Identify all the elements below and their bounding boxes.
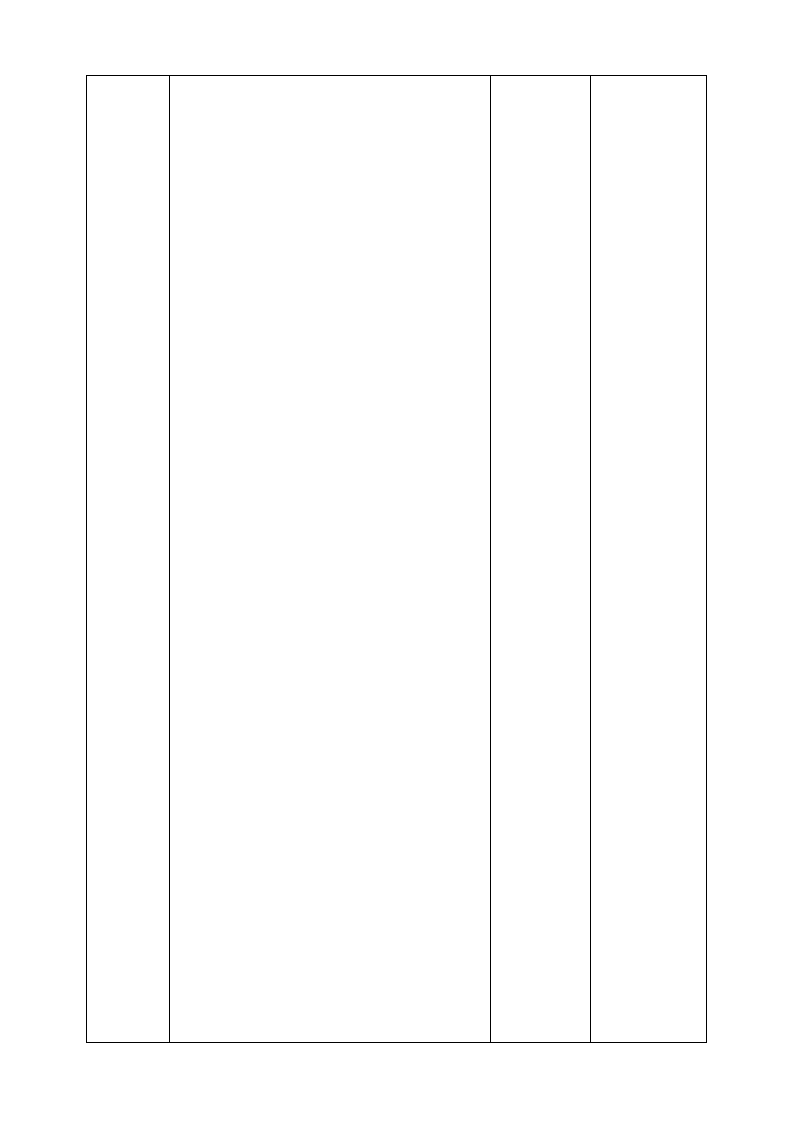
lesson-plan-table: [86, 75, 707, 1043]
column-divider-3: [590, 76, 591, 1042]
column-divider-2: [490, 76, 491, 1042]
column-divider-1: [169, 76, 170, 1042]
